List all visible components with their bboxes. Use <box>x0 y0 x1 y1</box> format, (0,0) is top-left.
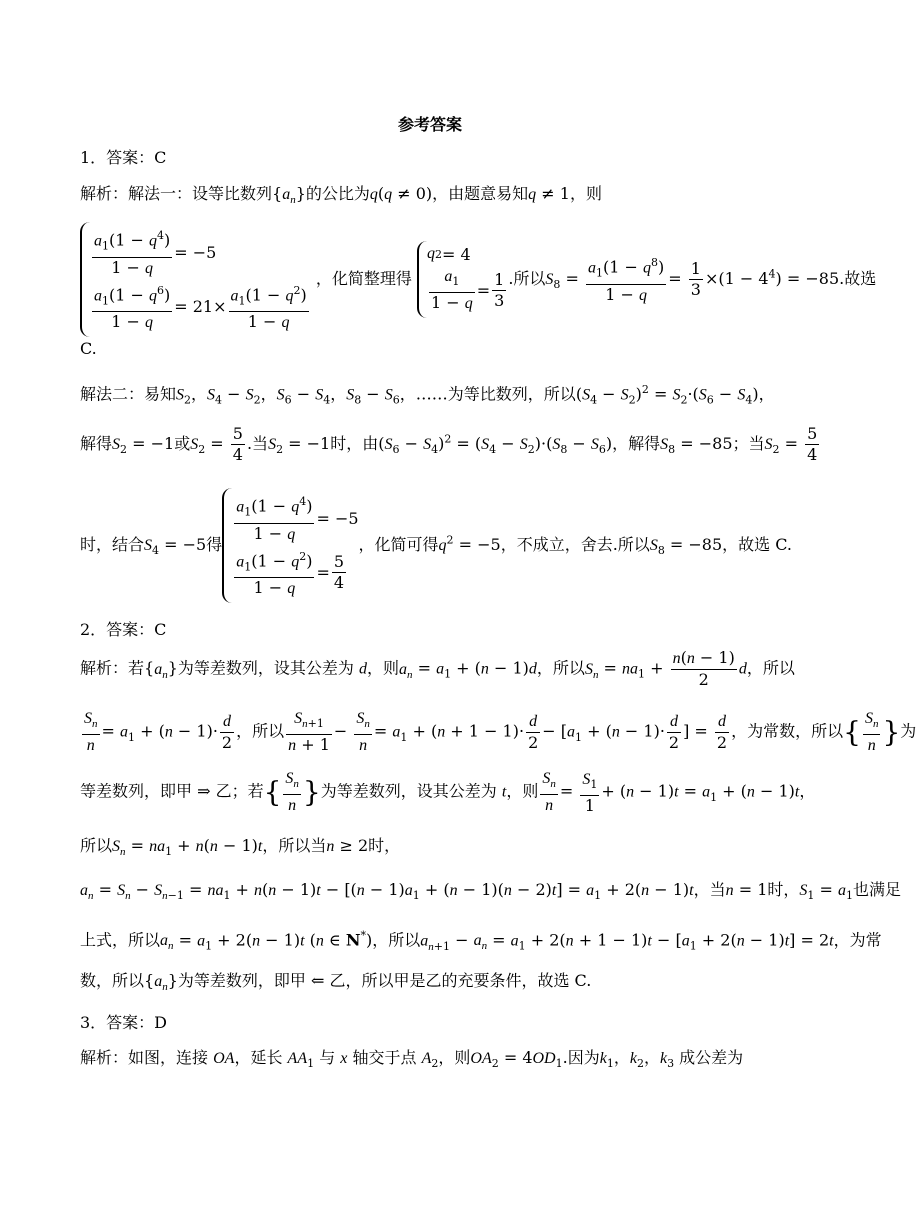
q1-answer: 1．答案：C <box>80 148 167 167</box>
q1-solve-line: 解得$S_2 = -1$或$S_2$ = $\frac{5}{4}$ .当$S_2 = -1$时，由$(S_6 - S_4)^2 = (S_4 - S_2)\cdot(S_8 - S_6)$，解得$S_8 = -85$；当$S_2$ = $\frac{5}{4}$ <box>80 424 818 464</box>
q1-solution2-line: 解法二：易知$S_2$，$S_4 - S_2$，$S_6 - S_4$，$S_8 - S_6$，……为等比数列，所以$(S_4 - S_2)^2 = S_2\cdot(S_6 - S_4)$， <box>80 383 775 407</box>
equation-brace-3: $a_1(1 - q^4)$ 1 − q = −5 $a_1(1 - q^2)$ 1 − q = 5 4 <box>222 488 358 603</box>
q2-line-5: $a_n = S_n - S_{n-1} = na_1 + n(n - 1)t - [(n - 1)a_1 + (n - 1)(n - 2)t] = a_1 + 2(n - 1)t$，当n = 1时，$S_1 = a_1$也满足 <box>80 880 901 903</box>
q2-line-7: 数，所以$\{a_n\}$为等差数列，即甲 ⇐ 乙，所以甲是乙的充要条件，故选 C. <box>80 971 592 994</box>
q2-line-2: $\frac{S_n}{n}$ = $a_1 + (n - 1)\cdot$ $\frac{d}{2}$ ，所以 $\frac{S_{n+1}}{n + 1}$ − $\frac{S_n}{n}$ = $a_1 + (n + 1 - 1)\cdot$ $\frac{d}{2}$ − [$a_1 + (n - 1)\cdot$ $\frac{d}{2}$ ] = $\frac{d}{2}$ ，为常数，所以{ $\frac{S_n}{n}$ }为 <box>84 710 916 755</box>
q3-answer: 3．答案：D <box>80 1013 168 1032</box>
q1-solution1-line: 解析：解法一：设等比数列$\{a_n\}$的公比为q(q ≠ 0)，由题意易知q ≠ 1，则 <box>80 184 602 207</box>
equation-brace-2: q 2 = 4 $a_1$ 1 − q = 1 3 <box>417 241 508 318</box>
q2-line-3: 等差数列，即甲 ⇒ 乙；若{ $\frac{S_n}{n}$ }为等差数列，设其公差为 t，则 $\frac{S_n}{n}$ = $\frac{S_1}{1}$ + $(n - 1)t = a_1 + (n - 1)t$， <box>80 770 816 815</box>
q1-case-line: 时，结合$S_4 = -5$得 $a_1(1 - q^4)$ 1 − q = −5 $a_1(1 - q^2)$ 1 − q = 5 4 ，化简可得$q^2 = -5$，不成立，舍去.所以$S_8 = -85$，故选 C. <box>80 488 792 603</box>
q1-equation-system: $a_1(1 - q^4)$ 1 − q = −5 $a_1(1 - q^6)$ 1 − q = 21× $a_1(1 - q^2)$ 1 − q ，化简整理得 q 2 = 4 $a_1$ 1 − q = 1 3 .所以$S_8$ = $\frac{a_1(1 - q^8)}{1 - q}$ = $\frac{1}{3}$ $\times(1 - 4^4) = -85$.故选 <box>80 222 876 337</box>
equation-brace-1: $a_1(1 - q^4)$ 1 − q = −5 $a_1(1 - q^6)$ 1 − q = 21× $a_1(1 - q^2)$ 1 − q <box>80 222 311 337</box>
page-title: 参考答案 <box>397 115 462 134</box>
q2-line-4: 所以$S_n = na_1 + n(n - 1)t$，所以当n ≥ 2时， <box>80 836 401 859</box>
q1-conclusion: C. <box>80 339 97 358</box>
q2-line-6: 上式，所以$a_n = a_1 + 2(n - 1)t$ (n ∈ N*)，所以$a_{n+1} - a_n = a_1 + 2(n + 1 - 1)t - [a_1 + 2(n - 1)t] = 2t$，为常 <box>80 929 882 953</box>
q3-line-1: 解析：如图，连接 OA，延长 $AA_1$ 与 x 轴交于点 $A_2$，则$OA_2 = 4OD_1$.因为$k_1$，$k_2$，$k_3$ 成公差为 <box>80 1048 744 1071</box>
q2-answer: 2．答案：C <box>80 620 167 639</box>
q2-line-1: 解析：若$\{a_n\}$为等差数列，设其公差为 d，则$a_n = a_1 + (n - 1)d$，所以$S_n = na_1$ + $\frac{n(n - 1)}{2}$ d，所以 <box>80 648 795 689</box>
